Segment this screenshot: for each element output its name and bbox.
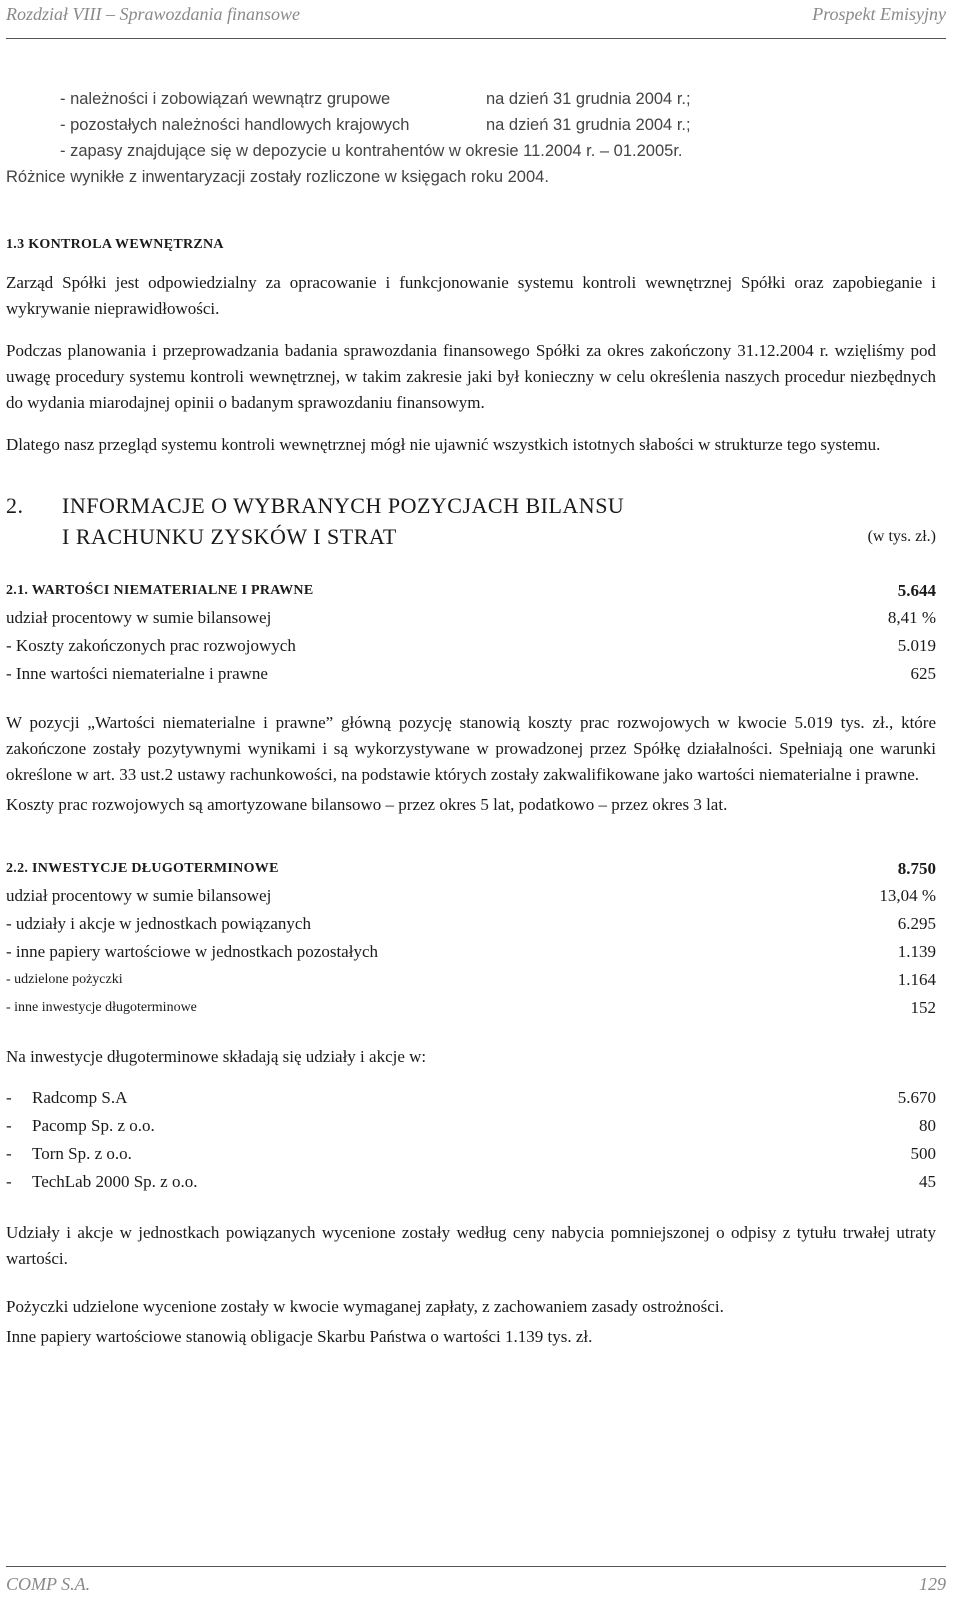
section-heading-row <box>6 578 936 604</box>
company-row <box>6 1084 936 1112</box>
section-title-line: I RACHUNKU ZYSKÓW I STRAT <box>62 524 397 549</box>
company-name: Torn Sp. z o.o. <box>32 1144 132 1163</box>
company-row <box>6 1168 936 1196</box>
paragraph: Inne papiery wartościowe stanowią obligacje Skarbu Państwa o wartości 1.139 tys. zł. <box>6 1327 593 1346</box>
section-heading-2-2: 2.2. INWESTYCJE DŁUGOTERMINOWE <box>6 861 279 876</box>
paragraph: Zarząd Spółki jest odpowiedzialny za opracowanie i funkcjonowanie systemu kontroli wewnętrznej Spółki oraz zapobieganie i wykrywanie nieprawidłowości. <box>6 273 936 318</box>
inventory-label: - należności i zobowiązań wewnątrz grupowe <box>60 90 391 108</box>
value-row <box>6 882 936 910</box>
company-value: 500 <box>910 1144 936 1163</box>
list-dash: - <box>6 1088 12 1107</box>
company-value: 45 <box>919 1172 936 1191</box>
value-amount: 152 <box>910 998 936 1017</box>
company-list <box>6 1084 936 1196</box>
company-name: TechLab 2000 Sp. z o.o. <box>32 1172 198 1191</box>
page-number: 129 <box>919 1574 946 1594</box>
inventory-line: - zapasy znajdujące się w depozycie u kontrahentów w okresie 11.2004 r. – 01.2005r. <box>60 142 683 160</box>
value-label: - inne inwestycje długoterminowe <box>6 1000 197 1015</box>
value-label: - inne papiery wartościowe w jednostkach pozostałych <box>6 942 378 961</box>
paragraph: W pozycji „Wartości niematerialne i prawne” główną pozycję stanowią koszty prac rozwojowych w kwocie 5.019 tys. zł., które zakończone zostały pozytywnymi wynikami i są wykorzystywane w prowadzonej przez Spółkę działalności. Spełniają one warunki określone w art. 33 ust.2 ustawy rachunkowości, na podstawie których zostały zakwalifikowane jako wartości niematerialne i prawne. <box>6 713 936 784</box>
section-heading-row <box>6 856 936 882</box>
inventory-label: - pozostałych należności handlowych krajowych <box>60 116 410 134</box>
value-amount: 1.139 <box>897 942 936 961</box>
inventory-row <box>6 112 936 138</box>
footer-company: COMP S.A. <box>6 1574 91 1594</box>
list-dash: - <box>6 1172 12 1191</box>
inventory-date: na dzień 31 grudnia 2004 r.; <box>486 90 691 108</box>
footer-rule <box>6 1566 946 1567</box>
section-total: 8.750 <box>897 859 936 878</box>
inventory-row <box>6 86 936 112</box>
company-name: Pacomp Sp. z o.o. <box>32 1116 155 1135</box>
header-rule <box>6 38 946 39</box>
list-dash: - <box>6 1116 12 1135</box>
paragraph: Dlatego nasz przegląd systemu kontroli wewnętrznej mógł nie ujawnić wszystkich istotnych słabości w strukturze tego systemu. <box>6 435 881 454</box>
paragraph: Koszty prac rozwojowych są amortyzowane bilansowo – przez okres 5 lat, podatkowo – przez okres 3 lat. <box>6 795 728 814</box>
company-row <box>6 1112 936 1140</box>
value-amount: 625 <box>910 664 936 683</box>
company-value: 80 <box>919 1116 936 1135</box>
value-row <box>6 660 936 688</box>
value-amount: 8,41 % <box>887 608 936 627</box>
page-content <box>6 86 936 1350</box>
header-chapter: Rozdział VIII – Sprawozdania finansowe <box>6 4 301 24</box>
header-title: Prospekt Emisyjny <box>812 4 946 24</box>
paragraph: Na inwestycje długoterminowe składają się udziały i akcje w: <box>6 1047 427 1066</box>
inventory-summary: Różnice wynikłe z inwentaryzacji zostały rozliczone w księgach roku 2004. <box>6 168 549 186</box>
value-amount: 5.019 <box>897 636 936 655</box>
section-number: 2. <box>6 493 24 518</box>
page-header <box>6 4 946 25</box>
value-label: udział procentowy w sumie bilansowej <box>6 608 272 627</box>
company-name: Radcomp S.A <box>32 1088 128 1107</box>
value-row <box>6 604 936 632</box>
value-row <box>6 994 936 1022</box>
paragraph: Pożyczki udzielone wycenione zostały w kwocie wymaganej zapłaty, z zachowaniem zasady ostrożności. <box>6 1297 724 1316</box>
value-label: - Koszty zakończonych prac rozwojowych <box>6 636 296 655</box>
paragraph: Podczas planowania i przeprowadzania badania sprawozdania finansowego Spółki za okres zakończony 31.12.2004 r. wzięliśmy pod uwagę procedury systemu kontroli wewnętrznej, w takim zakresie jaki był konieczny w celu określenia naszych procedur niezbędnych do wydania miarodajnej opinii o badanym sprawozdaniu finansowym. <box>6 341 936 412</box>
section-title-2 <box>6 490 936 552</box>
value-row <box>6 632 936 660</box>
section-title-line: INFORMACJE O WYBRANYCH POZYCJACH BILANSU <box>62 493 625 518</box>
value-amount: 6.295 <box>897 914 936 933</box>
value-row <box>6 910 936 938</box>
unit-label: (w tys. zł.) <box>867 528 936 545</box>
section-total: 5.644 <box>897 581 936 600</box>
section-heading-2-1: 2.1. WARTOŚCI NIEMATERIALNE I PRAWNE <box>6 583 314 598</box>
value-row <box>6 966 936 994</box>
value-row <box>6 938 936 966</box>
value-amount: 13,04 % <box>879 886 936 905</box>
value-label: - udzielone pożyczki <box>6 972 123 987</box>
section-heading-1-3: 1.3 KONTROLA WEWNĘTRZNA <box>6 237 224 252</box>
page-footer <box>6 1574 946 1595</box>
list-dash: - <box>6 1144 12 1163</box>
value-label: - Inne wartości niematerialne i prawne <box>6 664 268 683</box>
company-value: 5.670 <box>897 1088 936 1107</box>
value-label: udział procentowy w sumie bilansowej <box>6 886 272 905</box>
paragraph: Udziały i akcje w jednostkach powiązanych wycenione zostały według ceny nabycia pomniejszonej o odpisy z tytułu trwałej utraty wartości. <box>6 1223 936 1268</box>
value-amount: 1.164 <box>897 970 936 989</box>
inventory-date: na dzień 31 grudnia 2004 r.; <box>486 116 691 134</box>
company-row <box>6 1140 936 1168</box>
value-label: - udziały i akcje w jednostkach powiązanych <box>6 914 311 933</box>
